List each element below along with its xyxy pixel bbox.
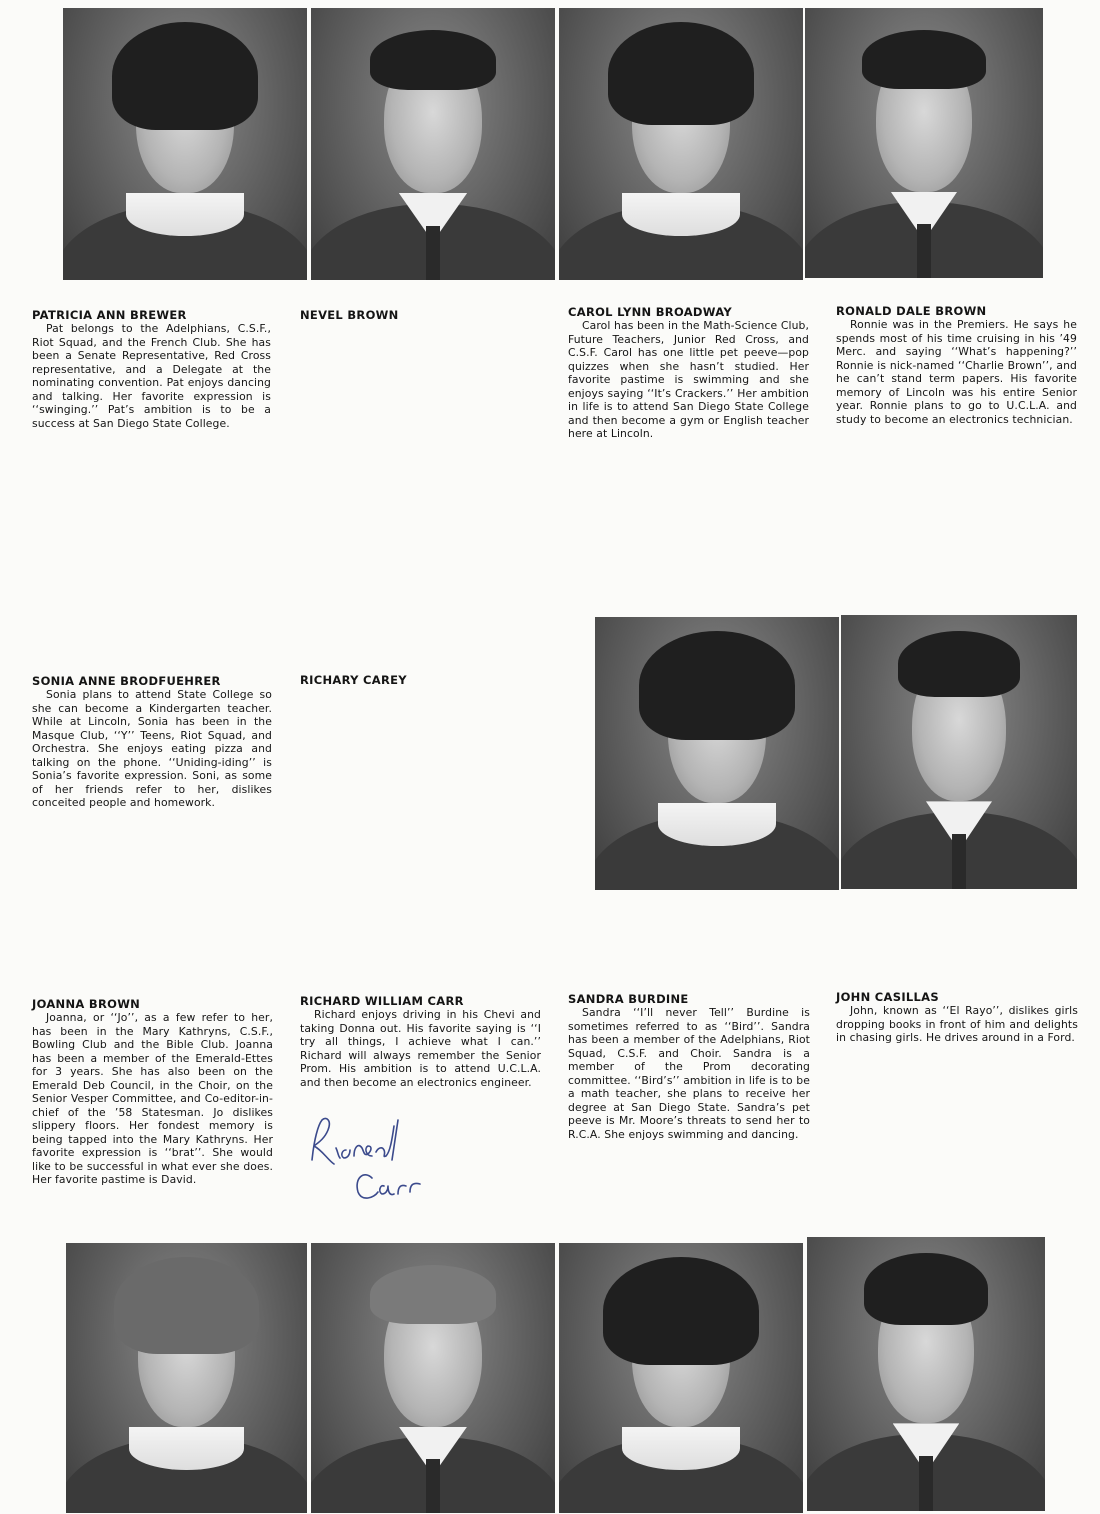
entry-joanna-brown	[32, 998, 273, 1187]
student-bio: Carol has been in the Math-Science Club, Future Teachers, Junior Red Cross, and C.S.F. Carol has one little pet peeve—pop quizzes when she hasn’t studied. Her favorite pastime is swimming and she enjoys saying ‘‘It’s Crackers.’’ Her ambition in life is to attend San Diego State College and then become a gym or English teacher here at Lincoln.	[568, 319, 809, 440]
entry-john-casillas	[836, 991, 1078, 1045]
student-bio: Richard enjoys driving in his Chevi and taking Donna out. His favorite saying is ‘‘I try all things, I achieve what I can.’’ Richard will always remember the Senior Prom. His ambition is to attend U.C.L.A. and then become an electronics engineer.	[300, 1008, 541, 1089]
student-bio: Joanna, or ‘‘Jo’’, as a few refer to her, has been in the Mary Kathryns, C.S.F., Bowling Club and the Bible Club. Joanna has been a member of the Emerald-Ettes for 3 years. She has also been on the Emerald Deb Council, in the Choir, on the Senior Vesper Committee, and Co-editor-in-chief of the ’58 Statesman. Jo dislikes slippery floors. Her fondest memory is being tapped into the Mary Kathryns. Her favorite expression is ‘‘brat’’. She would like to be successful in what ever she does. Her favorite pastime is David.	[32, 1011, 273, 1186]
student-bio: Sandra ‘‘I’ll never Tell’’ Burdine is sometimes referred to as ‘‘Bird’’. Sandra has been a member of the Adelphians, Riot Squad, C.S.F. and Choir. Sandra is a member of the Prom decorating committee. ‘‘Bird’s’’ ambition in life is to be a math teacher, she plans to receive her degree at San Diego State. Sandra’s pet peeve is Mr. Moore’s threats to send her to R.C.A. She enjoys swimming and dancing.	[568, 1006, 810, 1141]
entry-ronald-brown	[836, 305, 1077, 426]
photo-john-casillas	[807, 1237, 1045, 1511]
student-bio: Pat belongs to the Adelphians, C.S.F., Riot Squad, and the French Club. She has been a Senate Representative, Red Cross representative, and a Delegate at the nominating convention. Pat enjoys dancing and talking. Her favorite expression is ‘‘swinging.’’ Pat’s ambition is to be a success at San Diego State College.	[32, 322, 271, 430]
photo-patricia-brewer	[63, 8, 307, 280]
student-name: RONALD DALE BROWN	[836, 304, 987, 318]
photo-sandra-burdine	[559, 1243, 803, 1513]
entry-sandra-burdine	[568, 993, 810, 1141]
photo-ronald-brown	[805, 8, 1043, 278]
entry-sonia-brodfuehrer	[32, 675, 272, 810]
student-name: JOANNA BROWN	[32, 997, 141, 1011]
entry-nevel-brown	[300, 309, 540, 322]
handwritten-signature	[302, 1100, 442, 1210]
photo-sonia-brodfuehrer	[595, 617, 839, 890]
photo-joanna-brown	[66, 1243, 307, 1513]
photo-richary-carey	[841, 615, 1077, 889]
student-name: NEVEL BROWN	[300, 308, 399, 322]
student-name: JOHN CASILLAS	[836, 990, 939, 1004]
student-bio: Ronnie was in the Premiers. He says he spends most of his time cruising in his ’49 Merc. and saying ‘‘What’s happening?’’ Ronnie is nick-named ‘‘Charlie Brown’’, and he can’t stand term papers. His favorite memory of Lincoln was his entire Senior year. Ronnie plans to go to U.C.L.A. and study to become an electronics technician.	[836, 318, 1077, 426]
student-name: SANDRA BURDINE	[568, 992, 689, 1006]
photo-nevel-brown	[311, 8, 555, 280]
photo-richard-carr	[311, 1243, 555, 1513]
entry-richary-carey	[300, 674, 540, 687]
student-bio: John, known as ‘‘El Rayo’’, dislikes girls dropping books in front of him and delights in chasing girls. He drives around in a Ford.	[836, 1004, 1078, 1044]
student-name: CAROL LYNN BROADWAY	[568, 305, 732, 319]
student-bio: Sonia plans to attend State College so she can become a Kindergarten teacher. While at Lincoln, Sonia has been in the Masque Club, ‘‘Y’’ Teens, Riot Squad, and Orchestra. She enjoys eating pizza and talking on the phone. ‘‘Uniding-iding’’ is Sonia’s favorite expression. Soni, as some of her friends refer to her, dislikes conceited people and homework.	[32, 688, 272, 809]
photo-carol-broadway	[559, 8, 803, 280]
entry-carol-broadway	[568, 306, 809, 441]
entry-richard-carr	[300, 995, 541, 1089]
student-name: SONIA ANNE BRODFUEHRER	[32, 674, 221, 688]
entry-patricia-brewer	[32, 309, 271, 430]
student-name: RICHARY CAREY	[300, 673, 407, 687]
student-name: PATRICIA ANN BREWER	[32, 308, 187, 322]
student-name: RICHARD WILLIAM CARR	[300, 994, 464, 1008]
